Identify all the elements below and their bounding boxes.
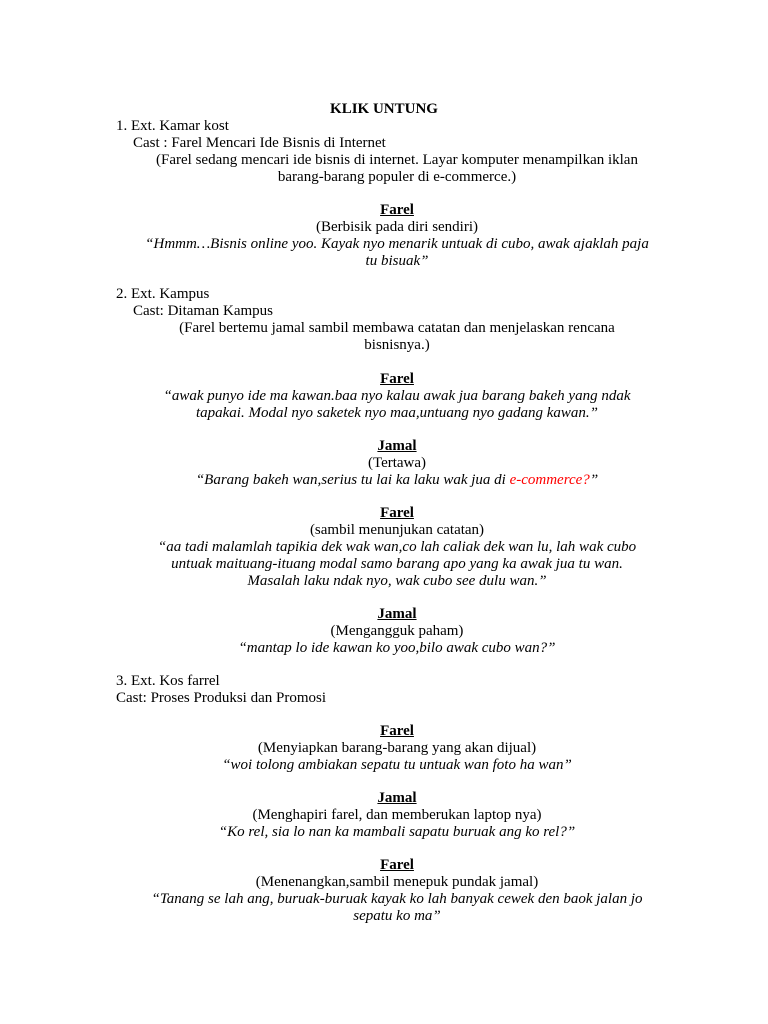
- speaker-name: Jamal: [377, 438, 417, 454]
- stage-direction: (Menenangkan,sambil menepuk pundak jamal): [255, 874, 539, 890]
- dialogue-text: “Barang bakeh wan,serius tu lai ka laku wak jua di: [195, 472, 510, 488]
- dialogue-line: “Ko rel, sia lo nan ka mambali sapatu buruak ang ko rel?”: [218, 824, 576, 840]
- speaker-name: Farel: [380, 371, 414, 387]
- dialogue-line: tu bisuak”: [365, 253, 429, 269]
- dialogue-text: ”: [589, 472, 599, 488]
- scene-2-cast: Cast: Ditaman Kampus: [133, 303, 273, 319]
- dialogue-line: [0, 472, 768, 489]
- stage-direction: (sambil menunjukan catatan): [309, 522, 485, 538]
- scene-3-cast: Cast: Proses Produksi dan Promosi: [116, 690, 327, 706]
- speaker-name: Jamal: [377, 606, 417, 622]
- dialogue-line: “Tanang se lah ang, buruak-buruak kayak ko lah banyak cewek den baok jalan jo: [151, 891, 643, 907]
- scene-1-direction-line-2: barang-barang populer di e-commerce.): [277, 169, 517, 185]
- speaker-name: Farel: [380, 505, 414, 521]
- scene-2-direction-line-1: (Farel bertemu jamal sambil membawa catatan dan menjelaskan rencana: [179, 320, 615, 336]
- highlighted-term: e-commerce?: [509, 472, 590, 488]
- scene-1-direction-line-1: (Farel sedang mencari ide bisnis di internet. Layar komputer menampilkan iklan: [156, 152, 638, 168]
- stage-direction: (Menghapiri farel, dan memberukan laptop nya): [252, 807, 542, 823]
- speaker-name: Farel: [380, 202, 414, 218]
- dialogue-line: “mantap lo ide kawan ko yoo,bilo awak cubo wan?”: [238, 640, 556, 656]
- speaker-name: Farel: [380, 723, 414, 739]
- dialogue-line: “awak punyo ide ma kawan.baa nyo kalau awak jua barang bakeh yang ndak: [163, 388, 631, 404]
- scene-1-cast: Cast : Farel Mencari Ide Bisnis di Internet: [133, 135, 386, 151]
- speaker-name: Farel: [380, 857, 414, 873]
- scene-3-heading: 3. Ext. Kos farrel: [116, 673, 220, 689]
- scene-1-heading: 1. Ext. Kamar kost: [116, 118, 229, 134]
- dialogue-line: “aa tadi malamlah tapikia dek wak wan,co lah caliak dek wan lu, lah wak cubo: [157, 539, 637, 555]
- stage-direction: (Tertawa): [367, 455, 427, 471]
- stage-direction: (Menyiapkan barang-barang yang akan dijual): [257, 740, 537, 756]
- stage-direction: (Mengangguk paham): [330, 623, 464, 639]
- speaker-name: Jamal: [377, 790, 417, 806]
- scene-2-heading: 2. Ext. Kampus: [116, 286, 210, 302]
- dialogue-line: tapakai. Modal nyo saketek nyo maa,untuang nyo gadang kawan.”: [195, 405, 599, 421]
- dialogue-line: Masalah laku ndak nyo, wak cubo see dulu wan.”: [247, 573, 547, 589]
- dialogue-line: sepatu ko ma”: [353, 908, 441, 924]
- stage-direction: (Berbisik pada diri sendiri): [315, 219, 479, 235]
- dialogue-line: “woi tolong ambiakan sepatu tu untuak wan foto ha wan”: [222, 757, 572, 773]
- scene-2-direction-line-2: bisnisnya.): [364, 337, 430, 353]
- dialogue-line: “Hmmm…Bisnis online yoo. Kayak nyo menarik untuak di cubo, awak ajaklah paja: [145, 236, 649, 252]
- document-title: KLIK UNTUNG: [330, 101, 438, 117]
- dialogue-line: untuak maituang-ituang modal samo barang apo yang ka awak jua tu wan.: [171, 556, 623, 572]
